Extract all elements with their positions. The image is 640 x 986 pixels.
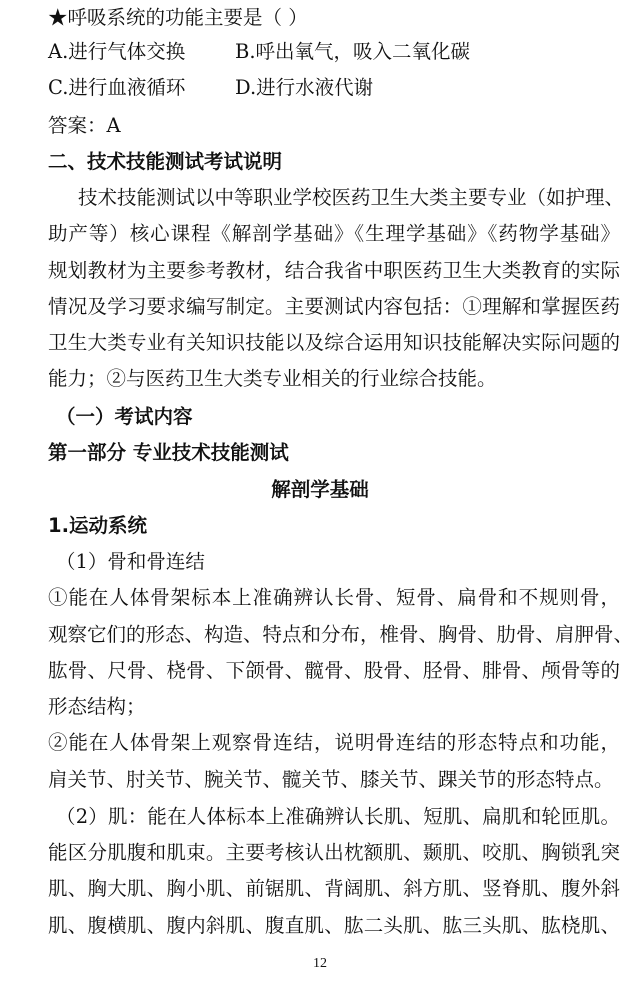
para-line: 技术技能测试以中等职业学校医药卫生大类主要专业（如护理、 — [78, 186, 625, 209]
p3-line: （2）肌：能在人体标本上准确辨认长肌、短肌、扁肌和轮匝肌。 — [56, 805, 620, 828]
question-stem: ★呼吸系统的功能主要是（ ） — [48, 6, 308, 29]
option-row-1 — [48, 40, 185, 64]
p3-line: 肌、腹横肌、腹内斜肌、腹直肌、肱二头肌、肱三头肌、肱桡肌、 — [48, 914, 620, 937]
para-line: 卫生大类专业有关知识技能以及综合运用知识技能解决实际问题的 — [48, 331, 620, 354]
part-heading: 第一部分 专业技术技能测试 — [48, 441, 289, 464]
option-a: A.进行气体交换 — [48, 40, 186, 63]
item-heading: 1.运动系统 — [48, 514, 147, 537]
p3-line: 能区分肌腹和肌束。主要考核认出枕额肌、颞肌、咬肌、胸锁乳突 — [48, 841, 620, 864]
p1-line: 肱骨、尺骨、桡骨、下颌骨、髋骨、股骨、胫骨、腓骨、颅骨等的 — [48, 659, 620, 682]
para-line: 规划教材为主要参考教材，结合我省中职医药卫生大类教育的实际 — [48, 259, 620, 282]
p1-line: 观察它们的形态、构造、特点和分布，椎骨、胸骨、肋骨、肩胛骨、 — [48, 623, 634, 646]
option-b: B.呼出氧气，吸入二氧化碳 — [235, 40, 471, 63]
p1-line: 形态结构； — [48, 695, 146, 718]
option-c: C.进行血液循环 — [48, 76, 186, 99]
answer: 答案：A — [48, 114, 121, 137]
course-title: 解剖学基础 — [271, 478, 369, 501]
page-number: 12 — [313, 956, 327, 971]
para-line: 助产等）核心课程《解剖学基础》《生理学基础》《药物学基础》 — [48, 222, 620, 245]
section-heading: 二、技术技能测试考试说明 — [48, 150, 283, 173]
para-line: 能力；②与医药卫生大类专业相关的行业综合技能。 — [48, 367, 497, 390]
p3-line: 肌、胸大肌、胸小肌、前锯肌、背阔肌、斜方肌、竖脊肌、腹外斜 — [48, 877, 620, 900]
item-subheading: （1）骨和骨连结 — [56, 550, 205, 573]
p2-line: ②能在人体骨架上观察骨连结，说明骨连结的形态特点和功能， — [48, 731, 620, 754]
p1-line: ①能在人体骨架标本上准确辨认长骨、短骨、扁骨和不规则骨， — [48, 586, 620, 609]
sub-heading: （一）考试内容 — [56, 405, 193, 428]
option-d: D.进行水液代谢 — [235, 76, 374, 99]
para-line: 情况及学习要求编写制定。主要测试内容包括：①理解和掌握医药 — [48, 295, 620, 318]
p2-line: 肩关节、肘关节、腕关节、髋关节、膝关节、踝关节的形态特点。 — [48, 768, 614, 791]
